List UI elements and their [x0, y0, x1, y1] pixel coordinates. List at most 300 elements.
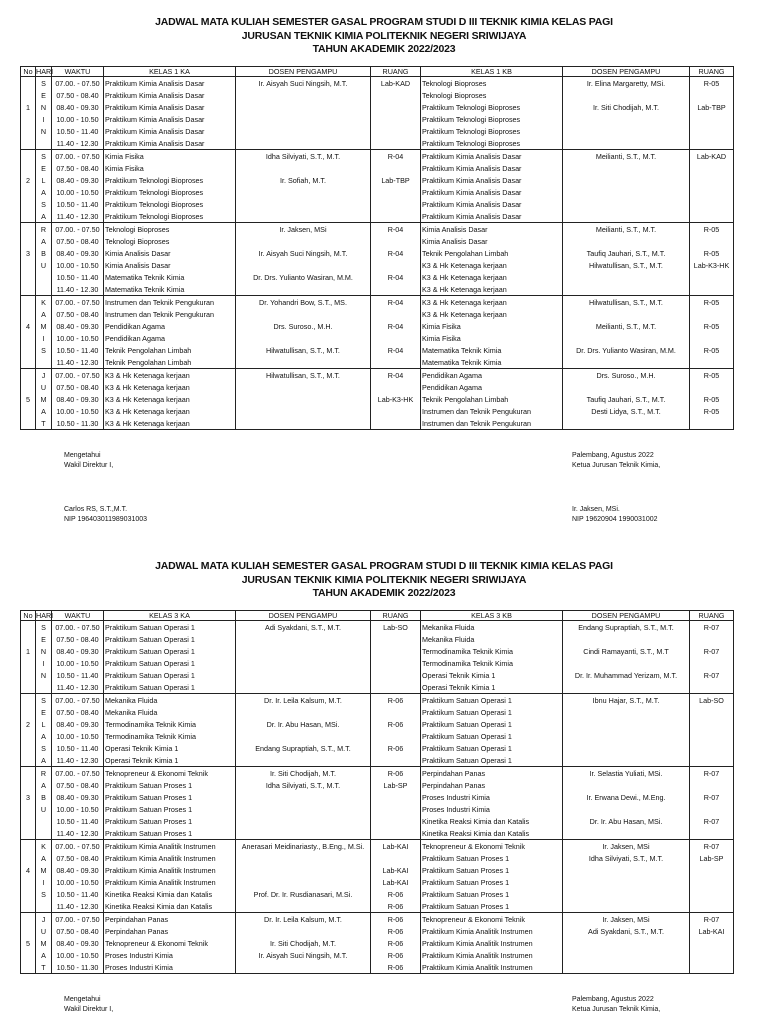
cell-ruang-b — [690, 162, 734, 174]
cell-dosen-b — [563, 827, 690, 840]
cell-dosen-a — [236, 876, 371, 888]
cell-hari: E — [36, 706, 52, 718]
schedule-2-title: JADWAL MATA KULIAH SEMESTER GASAL PROGRAM STUDI D III TEKNIK KIMIA KELAS PAGI JURUSAN TEKNIK KIMIA POLITEKNIK NEGERI SRIWIJAYA TAHUN AKADEMIK 2022/2023 — [155, 560, 613, 599]
cell-dosen-b — [563, 864, 690, 876]
col-header-dosen-a: DOSEN PENGAMPU — [236, 611, 371, 621]
cell-kelas-a: Teknologi Bioproses — [104, 235, 236, 247]
cell-ruang-b: R-05 — [690, 344, 734, 356]
cell-waktu: 11.40 - 12.30 — [52, 681, 104, 694]
cell-kelas-b: Teknopreneur & Ekonomi Teknik — [421, 913, 563, 926]
cell-dosen-a — [236, 210, 371, 223]
table-row — [21, 779, 734, 791]
cell-ruang-a: R-06 — [371, 767, 421, 780]
cell-kelas-b: Praktikum Satuan Proses 1 — [421, 888, 563, 900]
table-row — [21, 162, 734, 174]
cell-ruang-a: Lab-K3-HK — [371, 393, 421, 405]
cell-ruang-a — [371, 186, 421, 198]
cell-hari: K — [36, 296, 52, 309]
cell-dosen-b — [563, 937, 690, 949]
cell-dosen-b: Dr. Ir. Abu Hasan, MSi. — [563, 815, 690, 827]
cell-dosen-b — [563, 162, 690, 174]
cell-waktu: 08.40 - 09.30 — [52, 247, 104, 259]
cell-ruang-b — [690, 827, 734, 840]
day-number — [21, 369, 36, 382]
cell-ruang-b: Lab-KAI — [690, 925, 734, 937]
cell-hari: K — [36, 840, 52, 853]
cell-ruang-b — [690, 235, 734, 247]
cell-hari: A — [36, 949, 52, 961]
cell-waktu: 07.50 - 08.40 — [52, 308, 104, 320]
cell-ruang-a — [371, 198, 421, 210]
cell-ruang-b — [690, 949, 734, 961]
day-number: 4 — [21, 320, 36, 332]
cell-ruang-a: R-04 — [371, 223, 421, 236]
cell-kelas-b: Operasi Teknik Kimia 1 — [421, 681, 563, 694]
day-number — [21, 198, 36, 210]
cell-kelas-a: Praktikum Kimia Analitik Instrumen — [104, 876, 236, 888]
cell-ruang-a — [371, 283, 421, 296]
cell-dosen-a — [236, 681, 371, 694]
cell-dosen-b: Ir. Selastia Yuliati, MSi. — [563, 767, 690, 780]
cell-kelas-b: Praktikum Kimia Analisis Dasar — [421, 174, 563, 186]
cell-kelas-b: Instrumen dan Teknik Pengukuran — [421, 417, 563, 430]
cell-ruang-b: R-05 — [690, 393, 734, 405]
day-number — [21, 779, 36, 791]
cell-ruang-a — [371, 405, 421, 417]
cell-ruang-b — [690, 900, 734, 913]
cell-kelas-a: Praktikum Satuan Proses 1 — [104, 827, 236, 840]
cell-hari: I — [36, 113, 52, 125]
cell-kelas-b: Praktikum Satuan Proses 1 — [421, 852, 563, 864]
cell-kelas-b: Kimia Fisika — [421, 320, 563, 332]
cell-hari: N — [36, 101, 52, 113]
cell-kelas-a: Praktikum Satuan Operasi 1 — [104, 633, 236, 645]
col-header-ruang-a: RUANG — [371, 67, 421, 77]
col-header-ruang-a: RUANG — [371, 611, 421, 621]
col-header-waktu: WAKTU — [52, 611, 104, 621]
cell-kelas-b: Kinetika Reaksi Kimia dan Katalis — [421, 827, 563, 840]
cell-dosen-a — [236, 405, 371, 417]
cell-dosen-b — [563, 113, 690, 125]
cell-dosen-b: Hilwatullisan, S.T., M.T. — [563, 259, 690, 271]
table-row — [21, 186, 734, 198]
cell-ruang-a: R-04 — [371, 320, 421, 332]
day-number — [21, 852, 36, 864]
cell-dosen-b: Ibnu Hajar, S.T., M.T. — [563, 694, 690, 707]
cell-ruang-a: R-04 — [371, 344, 421, 356]
cell-ruang-a: Lab-SP — [371, 779, 421, 791]
table-row — [21, 925, 734, 937]
cell-kelas-a: Praktikum Teknologi Bioproses — [104, 210, 236, 223]
cell-kelas-b: Termodinamika Teknik Kimia — [421, 645, 563, 657]
cell-ruang-b: R-05 — [690, 405, 734, 417]
cell-kelas-a: K3 & Hk Ketenaga kerjaan — [104, 381, 236, 393]
table-row — [21, 223, 734, 236]
day-number — [21, 827, 36, 840]
day-number — [21, 730, 36, 742]
cell-ruang-a: R-06 — [371, 961, 421, 974]
day-number — [21, 925, 36, 937]
cell-hari: U — [36, 925, 52, 937]
cell-waktu: 10.00 - 10.50 — [52, 803, 104, 815]
cell-hari: A — [36, 210, 52, 223]
cell-kelas-a: K3 & Hk Ketenaga kerjaan — [104, 417, 236, 430]
cell-ruang-b: R-05 — [690, 223, 734, 236]
col-header-dosen-b: DOSEN PENGAMPU — [563, 67, 690, 77]
cell-kelas-b: Termodinamika Teknik Kimia — [421, 657, 563, 669]
cell-waktu: 08.40 - 09.30 — [52, 791, 104, 803]
cell-hari: A — [36, 779, 52, 791]
cell-dosen-b: Dr. Drs. Yulianto Wasiran, M.M. — [563, 344, 690, 356]
cell-hari: I — [36, 657, 52, 669]
cell-kelas-b: Praktikum Satuan Operasi 1 — [421, 742, 563, 754]
cell-hari: U — [36, 803, 52, 815]
cell-waktu: 10.50 - 11.30 — [52, 417, 104, 430]
cell-waktu: 10.00 - 10.50 — [52, 657, 104, 669]
cell-dosen-a — [236, 827, 371, 840]
cell-hari: S — [36, 694, 52, 707]
cell-ruang-b: R-07 — [690, 815, 734, 827]
cell-kelas-a: Operasi Teknik Kimia 1 — [104, 742, 236, 754]
cell-dosen-a: Ir. Aisyah Suci Ningsih, M.T. — [236, 77, 371, 90]
day-number — [21, 271, 36, 283]
cell-kelas-a: Praktikum Kimia Analisis Dasar — [104, 77, 236, 90]
cell-kelas-b: K3 & Hk Ketenaga kerjaan — [421, 259, 563, 271]
cell-kelas-b: Praktikum Kimia Analitik Instrumen — [421, 961, 563, 974]
cell-kelas-b: Kimia Fisika — [421, 332, 563, 344]
cell-kelas-a: Praktikum Kimia Analisis Dasar — [104, 125, 236, 137]
cell-dosen-a — [236, 730, 371, 742]
day-number — [21, 754, 36, 767]
cell-kelas-b: Praktikum Kimia Analitik Instrumen — [421, 937, 563, 949]
cell-kelas-b: Kimia Analisis Dasar — [421, 223, 563, 236]
cell-hari — [36, 283, 52, 296]
cell-ruang-a — [371, 235, 421, 247]
cell-dosen-b: Drs. Suroso., M.H. — [563, 369, 690, 382]
cell-hari: R — [36, 767, 52, 780]
cell-ruang-a: Lab-KAI — [371, 840, 421, 853]
cell-dosen-b: Ir. Erwana Dewi., M.Eng. — [563, 791, 690, 803]
cell-hari: A — [36, 186, 52, 198]
cell-kelas-a: Praktikum Satuan Operasi 1 — [104, 621, 236, 634]
schedule-2-table — [20, 610, 734, 974]
cell-dosen-b: Ir. Elina Margaretty, MSi. — [563, 77, 690, 90]
cell-hari: A — [36, 235, 52, 247]
cell-kelas-a: Praktikum Satuan Operasi 1 — [104, 669, 236, 681]
cell-dosen-a — [236, 900, 371, 913]
cell-dosen-a — [236, 186, 371, 198]
cell-hari — [36, 137, 52, 150]
cell-hari: S — [36, 621, 52, 634]
cell-dosen-a — [236, 283, 371, 296]
cell-kelas-b: Pendidikan Agama — [421, 381, 563, 393]
cell-hari: E — [36, 633, 52, 645]
cell-kelas-a: Praktikum Kimia Analitik Instrumen — [104, 864, 236, 876]
day-number: 3 — [21, 791, 36, 803]
day-number — [21, 235, 36, 247]
cell-waktu: 11.40 - 12.30 — [52, 210, 104, 223]
cell-hari: S — [36, 888, 52, 900]
cell-ruang-a — [371, 356, 421, 369]
cell-waktu: 07.00. - 07.50 — [52, 296, 104, 309]
cell-dosen-a — [236, 198, 371, 210]
cell-waktu: 10.00 - 10.50 — [52, 730, 104, 742]
cell-kelas-a: Matematika Teknik Kimia — [104, 283, 236, 296]
col-header-kelas-a: KELAS 1 KA — [104, 67, 236, 77]
cell-ruang-a — [371, 210, 421, 223]
cell-ruang-b — [690, 186, 734, 198]
cell-waktu: 07.50 - 08.40 — [52, 706, 104, 718]
day-number — [21, 767, 36, 780]
cell-hari — [36, 827, 52, 840]
cell-dosen-b — [563, 210, 690, 223]
cell-kelas-a: Praktikum Kimia Analisis Dasar — [104, 113, 236, 125]
cell-kelas-b: Praktikum Satuan Operasi 1 — [421, 730, 563, 742]
cell-ruang-b: R-05 — [690, 369, 734, 382]
cell-waktu: 10.00 - 10.50 — [52, 949, 104, 961]
col-header-hari: HARI — [36, 66, 54, 76]
table-row — [21, 913, 734, 926]
col-header-ruang-b: RUANG — [690, 67, 734, 77]
cell-dosen-b — [563, 174, 690, 186]
cell-ruang-a: Lab-KAI — [371, 876, 421, 888]
table-row — [21, 271, 734, 283]
cell-ruang-a: R-06 — [371, 913, 421, 926]
cell-ruang-a — [371, 730, 421, 742]
cell-hari: B — [36, 247, 52, 259]
cell-kelas-b: Proses Industri Kimia — [421, 803, 563, 815]
table-row — [21, 393, 734, 405]
col-header-hari: HARI — [36, 610, 54, 620]
cell-dosen-a: Idha Silviyati, S.T., M.T. — [236, 779, 371, 791]
cell-dosen-b: Meilianti, S.T., M.T. — [563, 223, 690, 236]
day-number — [21, 77, 36, 90]
table-row — [21, 754, 734, 767]
cell-ruang-b — [690, 803, 734, 815]
cell-kelas-b: Praktikum Kimia Analisis Dasar — [421, 198, 563, 210]
cell-waktu: 10.00 - 10.50 — [52, 405, 104, 417]
cell-ruang-b — [690, 718, 734, 730]
cell-hari: L — [36, 174, 52, 186]
day-number — [21, 742, 36, 754]
cell-ruang-a — [371, 113, 421, 125]
cell-dosen-b — [563, 283, 690, 296]
cell-waktu: 07.00. - 07.50 — [52, 621, 104, 634]
cell-dosen-b — [563, 356, 690, 369]
cell-kelas-b: Pendidikan Agama — [421, 369, 563, 382]
cell-ruang-b: Lab-TBP — [690, 101, 734, 113]
cell-ruang-a — [371, 852, 421, 864]
day-number — [21, 669, 36, 681]
cell-hari — [36, 356, 52, 369]
cell-kelas-a: Pendidikan Agama — [104, 332, 236, 344]
cell-ruang-a: R-04 — [371, 369, 421, 382]
cell-kelas-b: Praktikum Kimia Analisis Dasar — [421, 162, 563, 174]
cell-dosen-b — [563, 742, 690, 754]
cell-dosen-a: Dr. Ir. Leila Kalsum, M.T. — [236, 694, 371, 707]
day-number: 1 — [21, 645, 36, 657]
cell-dosen-a: Prof. Dr. Ir. Rusdianasari, M.Si. — [236, 888, 371, 900]
cell-dosen-b — [563, 381, 690, 393]
cell-waktu: 08.40 - 09.30 — [52, 320, 104, 332]
day-number — [21, 803, 36, 815]
cell-kelas-a: Praktikum Satuan Operasi 1 — [104, 645, 236, 657]
cell-dosen-a: Idha Silviyati, S.T., M.T. — [236, 150, 371, 163]
cell-dosen-b: Meilianti, S.T., M.T. — [563, 150, 690, 163]
col-header-kelas-b: KELAS 3 KB — [421, 611, 563, 621]
cell-dosen-a — [236, 235, 371, 247]
table-row — [21, 113, 734, 125]
cell-hari — [36, 900, 52, 913]
cell-kelas-a: Proses Industri Kimia — [104, 949, 236, 961]
cell-kelas-a: Mekanika Fluida — [104, 694, 236, 707]
day-number — [21, 150, 36, 163]
cell-ruang-b — [690, 706, 734, 718]
cell-kelas-a: Kinetika Reaksi Kimia dan Katalis — [104, 888, 236, 900]
cell-dosen-a — [236, 113, 371, 125]
day-number — [21, 417, 36, 430]
cell-waktu: 10.00 - 10.50 — [52, 186, 104, 198]
cell-kelas-b: Praktikum Kimia Analisis Dasar — [421, 186, 563, 198]
cell-ruang-a: Lab-TBP — [371, 174, 421, 186]
cell-kelas-b: K3 & Hk Ketenaga kerjaan — [421, 271, 563, 283]
cell-dosen-a: Adi Syakdani, S.T., M.T. — [236, 621, 371, 634]
cell-kelas-a: Praktikum Satuan Proses 1 — [104, 779, 236, 791]
cell-waktu: 10.50 - 11.30 — [52, 961, 104, 974]
cell-kelas-b: Praktikum Teknologi Bioproses — [421, 125, 563, 137]
cell-ruang-a: R-04 — [371, 296, 421, 309]
cell-dosen-b — [563, 681, 690, 694]
day-number — [21, 900, 36, 913]
cell-ruang-b: Lab-SO — [690, 694, 734, 707]
day-number: 5 — [21, 393, 36, 405]
table-row — [21, 235, 734, 247]
cell-ruang-a — [371, 137, 421, 150]
cell-ruang-b: Lab-SP — [690, 852, 734, 864]
cell-ruang-a: Lab-KAD — [371, 77, 421, 90]
day-number — [21, 210, 36, 223]
schedule-1-sign-left: Mengetahui Wakil Direktur I, Carlos RS, S.T.,M.T. NIP 196403011989031003 — [64, 452, 148, 523]
cell-waktu: 10.00 - 10.50 — [52, 332, 104, 344]
cell-ruang-b: R-07 — [690, 645, 734, 657]
cell-dosen-a — [236, 259, 371, 271]
cell-kelas-a: Perpindahan Panas — [104, 913, 236, 926]
cell-dosen-b — [563, 949, 690, 961]
table-row — [21, 174, 734, 186]
cell-ruang-a: R-06 — [371, 888, 421, 900]
cell-dosen-b — [563, 900, 690, 913]
col-header-ruang-b: RUANG — [690, 611, 734, 621]
cell-kelas-b: Mekanika Fluida — [421, 633, 563, 645]
cell-ruang-a: R-04 — [371, 150, 421, 163]
cell-kelas-a: Termodinamika Teknik Kimia — [104, 718, 236, 730]
cell-kelas-a: Pendidikan Agama — [104, 320, 236, 332]
cell-dosen-a: Dr. Ir. Leila Kalsum, M.T. — [236, 913, 371, 926]
cell-dosen-a: Drs. Suroso., M.H. — [236, 320, 371, 332]
cell-kelas-a: Praktikum Kimia Analisis Dasar — [104, 137, 236, 150]
cell-ruang-b — [690, 332, 734, 344]
cell-ruang-b — [690, 356, 734, 369]
day-number — [21, 308, 36, 320]
cell-waktu: 08.40 - 09.30 — [52, 393, 104, 405]
cell-dosen-b — [563, 876, 690, 888]
cell-dosen-b: Meilianti, S.T., M.T. — [563, 320, 690, 332]
cell-ruang-b — [690, 888, 734, 900]
table-row — [21, 852, 734, 864]
cell-dosen-b: Desti Lidya, S.T., M.T. — [563, 405, 690, 417]
cell-kelas-b: Praktikum Kimia Analitik Instrumen — [421, 949, 563, 961]
day-number — [21, 332, 36, 344]
table-row — [21, 369, 734, 382]
cell-hari: N — [36, 125, 52, 137]
day-number — [21, 356, 36, 369]
cell-dosen-b: Cindi Ramayanti, S.T., M.T — [563, 645, 690, 657]
cell-ruang-a: R-06 — [371, 949, 421, 961]
cell-dosen-a: Ir. Siti Chodijah, M.T. — [236, 937, 371, 949]
cell-kelas-a: Teknopreneur & Ekonomi Teknik — [104, 937, 236, 949]
cell-dosen-a — [236, 101, 371, 113]
cell-waktu: 07.50 - 08.40 — [52, 925, 104, 937]
cell-ruang-a — [371, 381, 421, 393]
cell-ruang-b — [690, 876, 734, 888]
cell-hari: S — [36, 150, 52, 163]
cell-dosen-b: Idha Silviyati, S.T., M.T. — [563, 852, 690, 864]
day-number — [21, 381, 36, 393]
cell-ruang-b: R-05 — [690, 77, 734, 90]
cell-ruang-b — [690, 125, 734, 137]
cell-dosen-a — [236, 706, 371, 718]
cell-dosen-a — [236, 162, 371, 174]
cell-dosen-a — [236, 633, 371, 645]
table-row — [21, 344, 734, 356]
table-row — [21, 900, 734, 913]
cell-ruang-a: R-04 — [371, 247, 421, 259]
cell-kelas-b: Instrumen dan Teknik Pengukuran — [421, 405, 563, 417]
cell-hari: B — [36, 791, 52, 803]
cell-hari: A — [36, 405, 52, 417]
cell-waktu: 10.50 - 11.40 — [52, 669, 104, 681]
day-number — [21, 888, 36, 900]
cell-waktu: 08.40 - 09.30 — [52, 937, 104, 949]
cell-dosen-a: Ir. Siti Chodijah, M.T. — [236, 767, 371, 780]
cell-kelas-a: Praktikum Teknologi Bioproses — [104, 198, 236, 210]
cell-ruang-a: R-06 — [371, 925, 421, 937]
table-row — [21, 198, 734, 210]
cell-ruang-b — [690, 417, 734, 430]
table-row — [21, 949, 734, 961]
header-row — [21, 611, 734, 621]
cell-waktu: 11.40 - 12.30 — [52, 754, 104, 767]
day-number — [21, 694, 36, 707]
cell-dosen-a — [236, 125, 371, 137]
cell-hari: N — [36, 645, 52, 657]
cell-kelas-a: K3 & Hk Ketenaga kerjaan — [104, 393, 236, 405]
cell-waktu: 07.50 - 08.40 — [52, 235, 104, 247]
cell-waktu: 11.40 - 12.30 — [52, 827, 104, 840]
table-row — [21, 645, 734, 657]
table-row — [21, 89, 734, 101]
cell-ruang-b: R-07 — [690, 913, 734, 926]
cell-dosen-a — [236, 657, 371, 669]
day-number — [21, 913, 36, 926]
cell-dosen-a — [236, 332, 371, 344]
cell-waktu: 08.40 - 09.30 — [52, 718, 104, 730]
schedule-1-table — [20, 66, 734, 430]
cell-ruang-a — [371, 681, 421, 694]
cell-waktu: 10.50 - 11.40 — [52, 198, 104, 210]
cell-dosen-b: Hilwatullisan, S.T., M.T. — [563, 296, 690, 309]
table-row — [21, 876, 734, 888]
